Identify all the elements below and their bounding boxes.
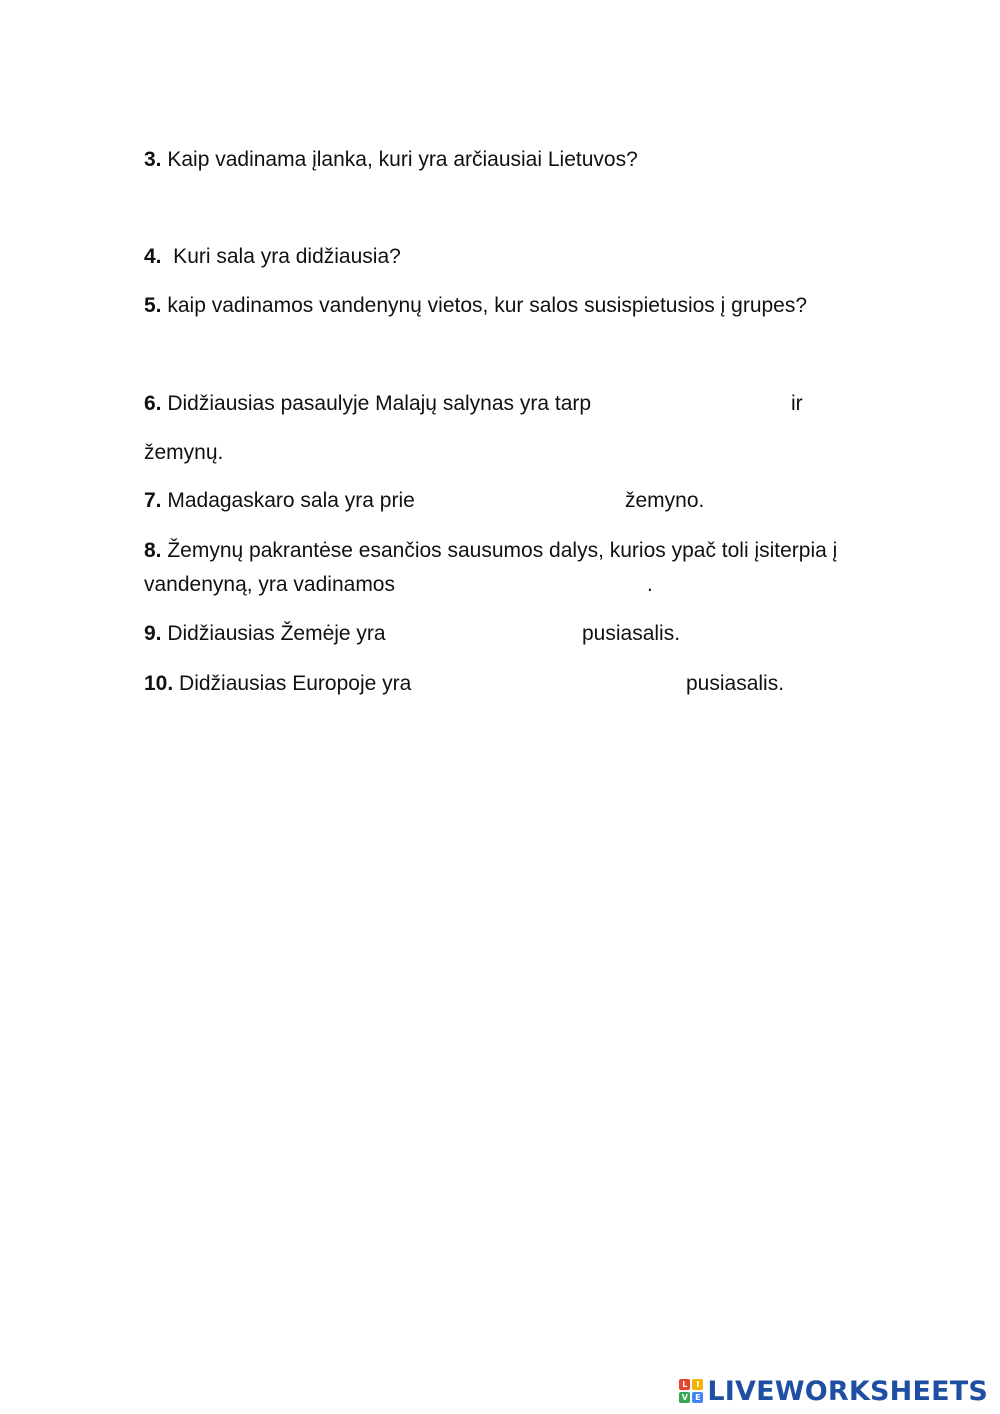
question-number: 6. [144,392,162,415]
question-number: 8. [144,539,162,562]
answer-field-7[interactable] [462,488,622,514]
question-number: 5. [144,294,162,317]
question-6 [144,391,964,417]
question-8 [144,538,837,564]
question-number: 10. [144,672,174,695]
logo-tile: E [692,1392,703,1403]
question-number: 3. [144,148,162,171]
question-text: Didžiausias Žemėje yra [161,622,386,645]
question-5 [144,293,807,319]
logo-tile: V [679,1392,690,1403]
question-8-continued [144,572,744,598]
answer-field-6b[interactable] [814,391,954,417]
question-text: žemynų. [144,441,224,464]
question-7 [144,488,844,514]
question-10 [144,671,844,697]
logo-mark-icon [679,1379,703,1403]
question-text-end: pusiasalis. [686,672,785,695]
question-3 [144,147,638,173]
logo-text: LIVEWORKSHEETS [707,1375,988,1407]
question-text: Didžiausias pasaulyje Malajų salynas yra tarp [161,392,592,415]
question-text: Kaip vadinama įlanka, kuri yra arčiausiai Lietuvos? [161,148,638,171]
liveworksheets-logo[interactable] [679,1376,988,1406]
question-text: kaip vadinamos vandenynų vietos, kur salos susispietusios į grupes? [161,294,808,317]
question-text-end: pusiasalis. [582,622,681,645]
question-text-end: žemyno. [625,489,705,512]
question-text: Madagaskaro sala yra prie [161,489,415,512]
question-text: Didžiausias Europoje yra [173,672,412,695]
question-4 [144,244,401,270]
question-text: Žemynų pakrantėse esančios sausumos dalys, kurios ypač toli įsiterpia į [161,539,838,562]
answer-field-10[interactable] [456,671,681,697]
question-number: 9. [144,622,162,645]
question-6-continued [144,440,223,466]
logo-tile: L [679,1379,690,1390]
answer-field-6a[interactable] [666,391,786,417]
question-text-connector: ir [791,392,803,415]
question-number: 4. [144,245,162,268]
question-9 [144,621,844,647]
answer-field-8[interactable] [442,572,642,598]
question-text: vandenyną, yra vadinamos [144,573,395,596]
question-number: 7. [144,489,162,512]
answer-field-9[interactable] [424,621,574,647]
question-text: Kuri sala yra didžiausia? [161,245,401,268]
question-text-end: . [647,573,653,596]
logo-tile: I [692,1379,703,1390]
